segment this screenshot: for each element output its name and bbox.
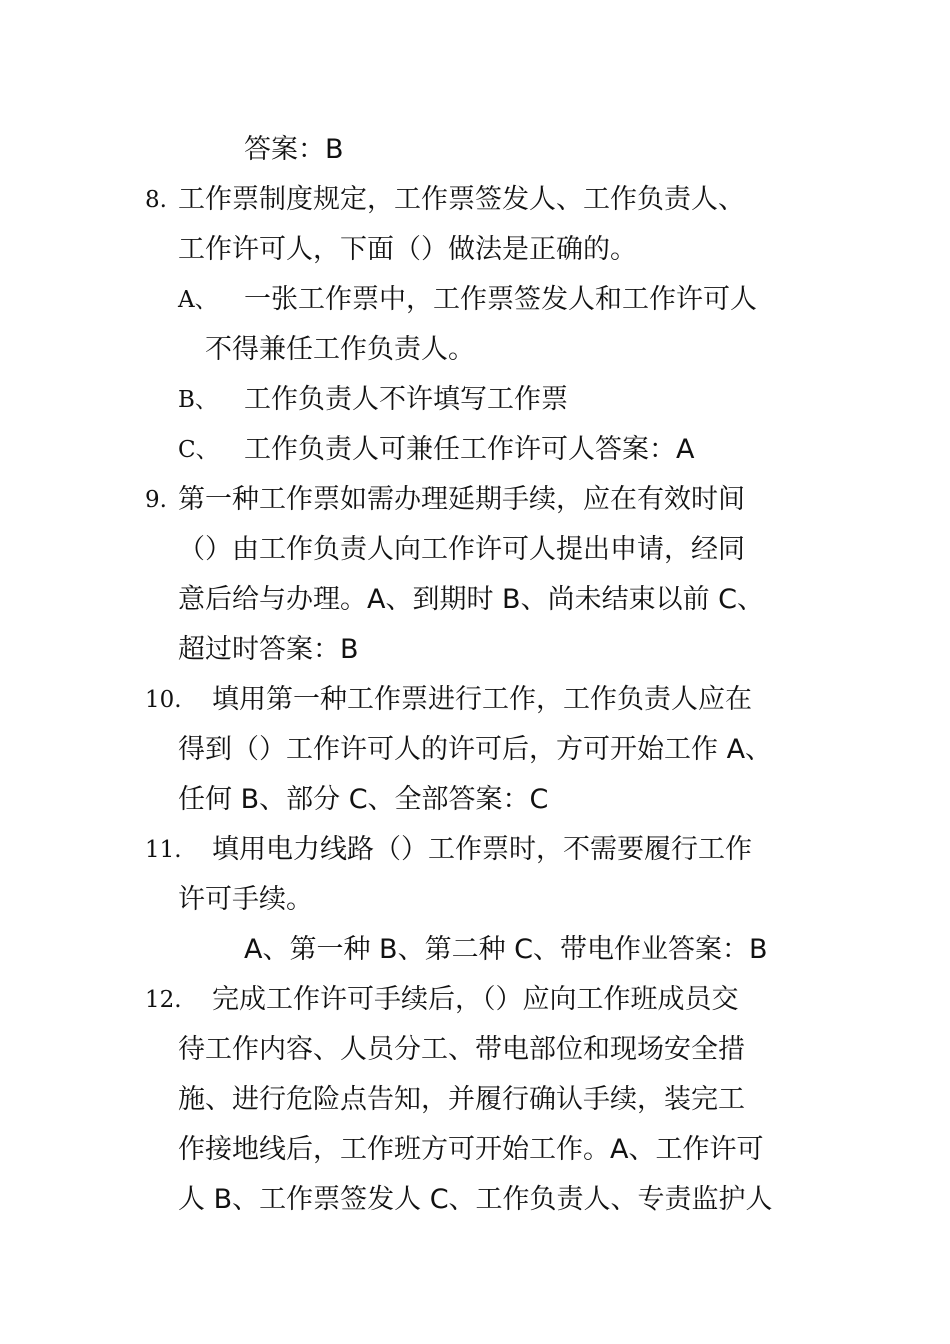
question-11-line-3: A、第一种 B、第二种 C、带电作业答案：B: [244, 934, 768, 965]
question-11-number: 11.: [145, 837, 182, 863]
question-12-line-4: 作接地线后，工作班方可开始工作。A、工作许可: [178, 1134, 764, 1165]
question-8-number: 8.: [145, 187, 167, 213]
option-a-label: A、: [178, 287, 218, 313]
option-b-label: B、: [178, 387, 218, 413]
option-a-line-2: 不得兼任工作负责人。: [205, 334, 475, 365]
question-12-line-2: 待工作内容、人员分工、带电部位和现场安全措: [178, 1034, 745, 1065]
question-8-line-1: 工作票制度规定，工作票签发人、工作负责人、: [178, 184, 745, 215]
question-10-line-1: 填用第一种工作票进行工作，工作负责人应在: [212, 684, 752, 715]
question-9-line-1: 第一种工作票如需办理延期手续，应在有效时间: [178, 484, 745, 515]
option-c-label: C、: [178, 437, 219, 463]
option-a-line-1: 一张工作票中，工作票签发人和工作许可人: [244, 284, 757, 315]
question-10-line-2: 得到（）工作许可人的许可后，方可开始工作 A、: [178, 734, 773, 765]
question-8-line-2: 工作许可人，下面（）做法是正确的。: [178, 234, 637, 265]
option-b-text: 工作负责人不许填写工作票: [244, 384, 568, 415]
question-12-number: 12.: [145, 987, 182, 1013]
question-10-number: 10.: [145, 687, 182, 713]
question-12-line-3: 施、进行危险点告知，并履行确认手续，装完工: [178, 1084, 745, 1115]
option-c-text: 工作负责人可兼任工作许可人答案：A: [244, 434, 695, 465]
previous-answer: 答案：B: [244, 134, 344, 165]
question-9-line-4: 超过时答案：B: [178, 634, 359, 665]
question-9-number: 9.: [145, 487, 167, 513]
question-10-line-3: 任何 B、部分 C、全部答案：C: [178, 784, 549, 815]
question-9-line-2: （）由工作负责人向工作许可人提出申请，经同: [178, 534, 745, 565]
question-9-line-3: 意后给与办理。A、到期时 B、尚未结束以前 C、: [178, 584, 765, 615]
question-11-line-1: 填用电力线路（）工作票时，不需要履行工作: [212, 834, 752, 865]
question-12-line-1: 完成工作许可手续后，（）应向工作班成员交: [212, 984, 739, 1015]
question-12-line-5: 人 B、工作票签发人 C、工作负责人、专责监护人: [178, 1184, 773, 1215]
question-11-line-2: 许可手续。: [178, 884, 313, 915]
